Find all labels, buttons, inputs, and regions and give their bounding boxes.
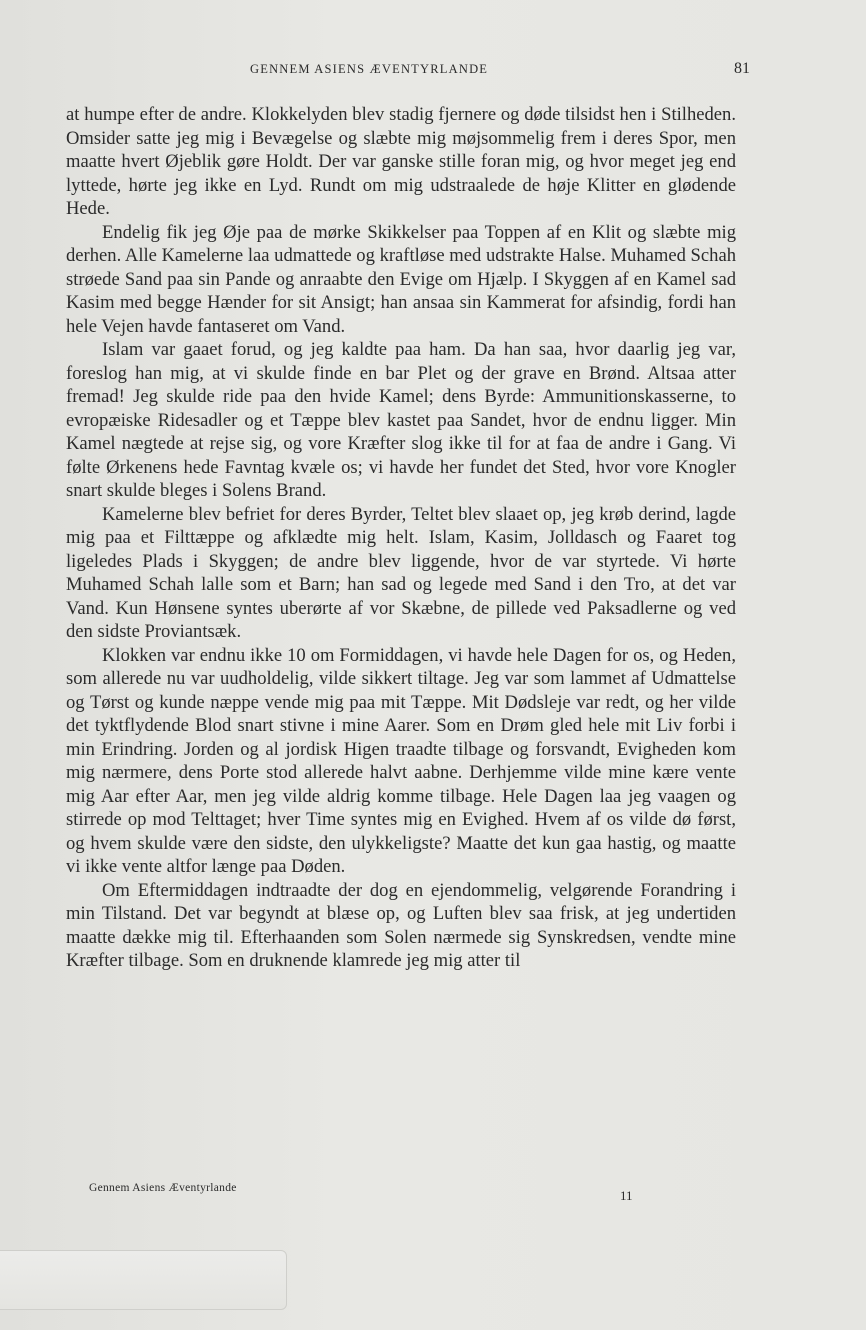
paragraph: Kamelerne blev befriet for deres Byrder, Teltet blev slaaet op, jeg krøb derind, lagde mig paa et Filttæppe og afklædte mig helt. Islam, Kasim, Jolldasch og Faaret tog ligeledes Plads i Skyggen; de andre blev liggende, hvor de var styrtede. Vi hørte Muhamed Schah lalle som et Barn; han sad og legede med Sand i den Tro, at det var Vand. Kun Hønsene syntes uberørte af vor Skæbne, de pillede ved Paksadlerne og ved den sidste Proviantsæk. (66, 503, 736, 642)
paper-tab-strip (0, 1250, 287, 1310)
body-text (66, 103, 736, 973)
paragraph: Klokken var endnu ikke 10 om Formiddagen, vi havde hele Dagen for os, og Heden, som allerede nu var uudholdelig, vilde sikkert tiltage. Jeg var som lammet af Udmattelse og Tørst og kunde næppe vende mig paa mit Tæppe. Mit Dødsleje var redt, og her vilde det tyktflydende Blod snart stivne i mine Aarer. Som en Drøm gled hele mit Liv forbi i min Erindring. Jorden og al jordisk Higen traadte tilbage og forsvandt, Evigheden kom mig nærmere, dens Porte stod allerede halvt aabne. Derhjemme vilde mine kære vente mig Aar efter Aar, men jeg vilde aldrig komme tilbage. Hele Dagen laa jeg vaagen og stirrede op mod Telttaget; hver Time syntes mig en Evighed. Hvem af os vilde dø først, og hvem skulde være den sidste, den ulykkeligste? Maatte det kun gaa hastig, og maatte vi ikke vente altfor længe paa Døden. (66, 644, 736, 877)
signature-mark: Gennem Asiens Æventyrlande (89, 1182, 237, 1194)
paragraph: Endelig fik jeg Øje paa de mørke Skikkelser paa Toppen af en Klit og slæbte mig derhen. Alle Kamelerne laa udmattede og kraftløse med udstrakte Halse. Muhamed Schah strøede Sand paa sin Pande og anraabte den Evige om Hjælp. I Skyggen af en Kamel sad Kasim med begge Hænder for sit Ansigt; han ansaa sin Kammerat for afsindig, fordi han hele Vejen havde fantaseret om Vand. (66, 221, 736, 337)
page-number: 81 (734, 60, 750, 77)
sheet-number: 11 (620, 1188, 633, 1203)
paragraph: at humpe efter de andre. Klokkelyden blev stadig fjernere og døde tilsidst hen i Stilheden. Omsider satte jeg mig i Bevægelse og slæbte mig møjsommelig frem i deres Spor, men maatte hvert Øjeblik gøre Holdt. Der var ganske stille foran mig, og hvor meget jeg end lyttede, hørte jeg ikke en Lyd. Rundt om mig udstraalede de høje Klitter en glødende Hede. (66, 104, 736, 219)
running-title: GENNEM ASIENS ÆVENTYRLANDE (250, 62, 489, 76)
paragraph: Om Eftermiddagen indtraadte der dog en ejendommelig, velgørende Forandring i min Tilstand. Det var begyndt at blæse op, og Luften blev saa frisk, at jeg undertiden maatte dække mig til. Efterhaanden som Solen nærmede sig Synskredsen, vendte mine Kræfter tilbage. Som en druknende klamrede jeg mig atter til (66, 879, 736, 971)
paragraph: Islam var gaaet forud, og jeg kaldte paa ham. Da han saa, hvor daarlig jeg var, foreslog han mig, at vi skulde finde en bar Plet og der grave en Brønd. Altsaa atter fremad! Jeg skulde ride paa den hvide Kamel; dens Byrde: Ammunitionskasserne, to evropæiske Ridesadler og et Tæppe blev kastet paa Sandet, hvor de endnu ligger. Min Kamel nægtede at rejse sig, og vore Kræfter slog ikke til for at faa de andre i Gang. Vi følte Ørkenens hede Favntag kvæle os; vi havde her fundet det Sted, hvor vore Knogler snart skulde bleges i Solens Brand. (66, 339, 736, 501)
